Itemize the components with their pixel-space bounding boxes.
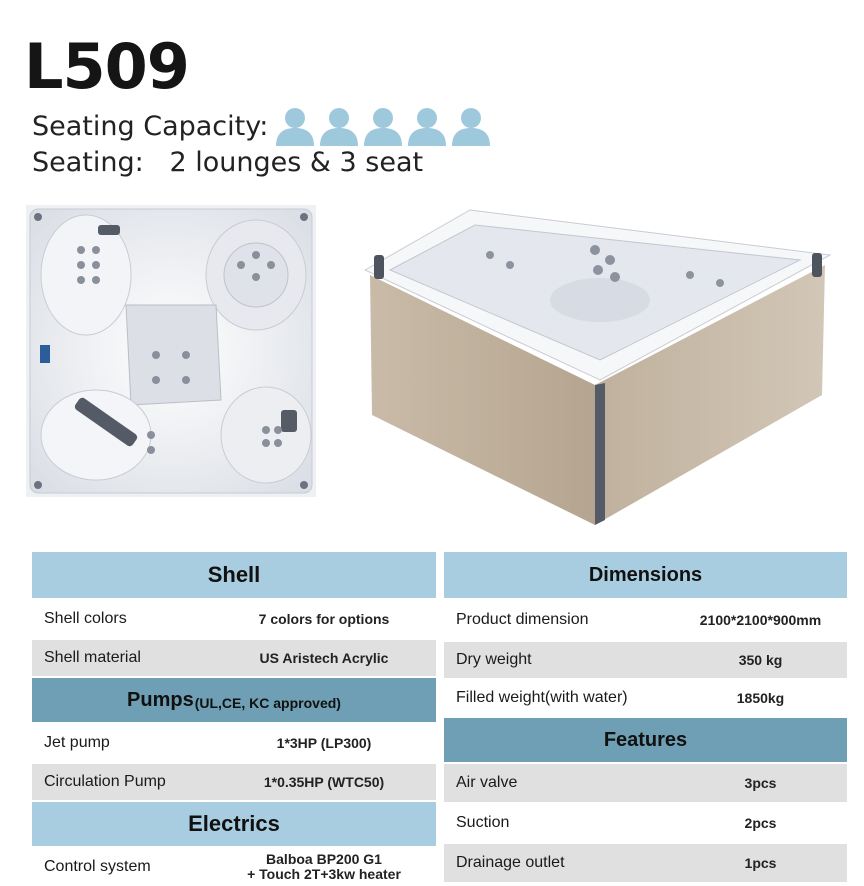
spec-value: 1pcs <box>744 855 777 871</box>
spec-label: Air valve <box>456 774 518 791</box>
pumps-title: Pumps <box>127 688 194 711</box>
features-header <box>444 718 847 764</box>
person-icon <box>450 106 492 146</box>
spec-label: Circulation Pump <box>44 773 166 790</box>
spec-value: 3pcs <box>744 775 777 791</box>
spec-row <box>444 600 847 642</box>
spec-value: 2100*2100*900mm <box>699 612 822 628</box>
person-icon <box>274 106 316 146</box>
spec-row <box>444 764 847 804</box>
spec-row <box>444 804 847 844</box>
spec-value-line: Balboa BP200 G1 <box>266 851 382 867</box>
spec-value: 1*3HP (LP300) <box>276 735 372 751</box>
person-icon <box>406 106 448 146</box>
electrics-title: Electrics <box>188 811 280 836</box>
spec-value: 350 kg <box>738 652 783 668</box>
specs-left-panel <box>32 552 436 886</box>
spec-value: 2pcs <box>744 815 777 831</box>
spec-value <box>212 852 436 882</box>
specs-right-panel <box>444 552 847 884</box>
features-title: Features <box>603 728 688 751</box>
spec-row <box>32 724 436 764</box>
seating-capacity-label: Seating Capacity: <box>32 110 269 142</box>
spec-row <box>32 764 436 802</box>
spec-label: Jet pump <box>44 734 110 751</box>
seating-description: Seating: 2 lounges & 3 seat <box>32 147 424 178</box>
spec-label: Product dimension <box>456 611 589 628</box>
spec-value: 1850kg <box>736 690 785 706</box>
seating-capacity-icons <box>274 106 492 146</box>
dimensions-header <box>444 552 847 600</box>
shell-header <box>32 552 436 600</box>
pumps-subtitle: (UL,CE, KC approved) <box>194 695 341 711</box>
seating-capacity-row <box>32 106 492 146</box>
spec-label: Control system <box>44 858 151 875</box>
spec-label: Suction <box>456 814 510 831</box>
spec-label: Shell material <box>44 649 141 666</box>
dimensions-title: Dimensions <box>588 563 703 586</box>
spec-value: 1*0.35HP (WTC50) <box>263 774 385 790</box>
spec-label: Filled weight(with water) <box>456 689 628 706</box>
pumps-header <box>32 678 436 724</box>
shell-title: Shell <box>207 562 261 587</box>
spec-label: Dry weight <box>456 651 532 668</box>
spec-value-line: + Touch 2T+3kw heater <box>247 866 401 882</box>
model-title: L509 <box>24 30 189 103</box>
hot-tub-top-view-image <box>26 205 316 497</box>
person-icon <box>318 106 360 146</box>
hot-tub-perspective-image <box>360 205 840 525</box>
spec-row <box>444 844 847 884</box>
spec-row <box>32 640 436 678</box>
electrics-header <box>32 802 436 848</box>
spec-label: Drainage outlet <box>456 854 565 871</box>
spec-row <box>444 680 847 718</box>
spec-value: 7 colors for options <box>258 611 390 627</box>
spec-row <box>32 600 436 640</box>
spec-row <box>444 642 847 680</box>
spec-row <box>32 848 436 886</box>
spec-label: Shell colors <box>44 610 127 627</box>
spec-value: US Aristech Acrylic <box>259 650 389 666</box>
person-icon <box>362 106 404 146</box>
